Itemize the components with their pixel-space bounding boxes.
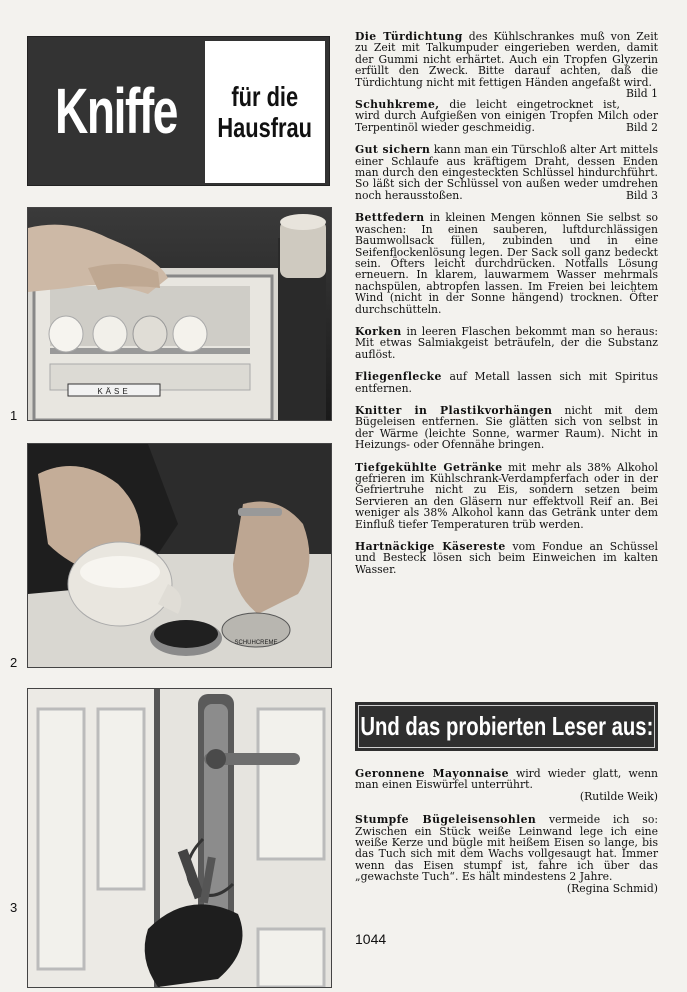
tip-author: (Rutilde Weik) (579, 789, 658, 803)
tip-heading: Gut sichern (355, 143, 431, 157)
tip-heading: Knitter in Plastikvorhängen (355, 403, 553, 417)
tip-fly-spots (355, 371, 658, 394)
tip-text: vermeide ich so: Zwischen ein Stück weiße Leinwand lege ich eine weiße Kerze und bügle mit heißem Eisen so lange, bis das Tuch sich mit dem Wachs vollgesaugt hat. Immer wenn das Eisen stumpf ist, fahre ich über das „gewachste Tuch“. Es hält mindestens 2 Jahre. (355, 813, 658, 884)
tip-author: (Regina Schmid) (566, 881, 658, 895)
tip-text: in leeren Flaschen bekommt man so heraus: Mit etwas Salmiakgeist beträufeln, der die Substanz auflöst. (355, 324, 658, 361)
title-line-2: Hausfrau (217, 112, 313, 143)
reader-tip-mayonnaise (355, 768, 658, 802)
tip-heading: Fliegenflecke (355, 370, 442, 384)
tip-text: wird wieder glatt, wenn man einen Eiswürfel unterrührt. (355, 767, 658, 792)
photo-number-1: 1 (10, 408, 18, 423)
reader-section-title: Und das probierten Leser aus: (359, 711, 654, 741)
kaese-label: KÄSE (97, 387, 131, 396)
tip-heading: Stumpfe Bügeleisensohlen (355, 813, 537, 827)
reader-tips (355, 768, 658, 905)
photo-number-2: 2 (10, 655, 18, 670)
tip-text: in kleinen Mengen können Sie selbst so waschen: In einen sauberen, luftdurchlässigen Baumwollsack füllen, zubinden und in eine Seifenflockenlösung legen. Der Sack soll ganz bedeckt sein. Öfters leicht durchdrücken. Notfalls Lösung erneuern. In klarem, lauwarmem Wasser mehrmals nachspülen, abtropfen lassen. Im Freien bei leichtem Wind (nicht in der Sonne hängend) trocknen. Öfter durchschütteln. (355, 211, 658, 316)
tip-figure-ref: Bild 1 (625, 87, 658, 101)
photo-fridge-door (27, 207, 332, 421)
tip-heading: Korken (355, 324, 402, 338)
tip-figure-ref: Bild 3 (625, 188, 658, 202)
page-number: 1044 (355, 931, 387, 947)
tip-cheese-residue (355, 541, 658, 575)
tip-heading: Die Türdichtung (355, 30, 463, 43)
tip-frozen-drinks (355, 462, 658, 530)
tip-text: des Kühlschrankes muß von Zeit zu Zeit mit Talkumpuder eingerieben werden, damit der Gummi nicht erhärtet. Auch ein Tropfen Glyzerin erfüllt den Zweck. Bitte darauf achten, daß die Türdichtung nicht mit fettigen Händen angefaßt wird. (355, 30, 658, 89)
tips-column (355, 31, 658, 586)
tip-text: auf Metall lassen sich mit Spiritus entfernen. (355, 370, 658, 395)
tip-door-lock (355, 144, 658, 201)
tip-shoe-cream (355, 99, 658, 133)
tip-heading: Bettfedern (355, 211, 425, 225)
tip-text: mit mehr als 38% Alkohol gefrieren im Kühlschrank-Verdampferfach oder in der Gefriertruhe nicht zu Eis, sondern setzen beim Servieren an den Gläsern nur effektvoll Reif an. Bei weniger als 38% Alkohol kann das Getränk unter dem Einfluß tiefer Temperaturen trüb werden. (355, 460, 659, 531)
photo-door-lock (27, 688, 332, 988)
title-block (27, 36, 330, 186)
tip-plastic-curtains (355, 405, 658, 451)
tip-heading: Schuhkreme, (355, 98, 440, 112)
tip-text: kann man ein Türschloß alter Art mittels einer Schlaufe aus kräftigem Draht, dessen Enden man durch den eingesteckten Schlüssel hindurchführt. So läßt sich der Schlüssel von außen weder umdrehen noch herausstoßen. (355, 143, 658, 202)
tip-feathers (355, 212, 658, 315)
schuhcreme-label: SCHUHCREME (234, 640, 278, 646)
tip-door-seal (355, 30, 658, 101)
title-line-1: für die (231, 81, 299, 112)
tip-corks (355, 326, 658, 360)
tip-figure-ref: Bild 2 (625, 120, 658, 134)
tip-text: die leicht eingetrocknet ist, wird durch Aufgießen von einigen Tropfen Milch oder Terpentinöl wieder geschmeidig. (355, 98, 658, 134)
title-subtitle-box (205, 41, 325, 183)
tip-text: vom Fondue an Schüssel und Besteck lösen sich beim Einweichen im kalten Wasser. (355, 540, 658, 576)
title-word: Kniffe (55, 75, 177, 147)
tip-text: nicht mit dem Bügeleisen entfernen. Sie glätten sich von selbst in der Wärme (leichte Sonne, warmer Raum). Nicht in Heizungs- oder Ofennähe bringen. (355, 403, 658, 452)
reader-tip-iron-soles (355, 814, 658, 894)
reader-section-banner (355, 702, 658, 751)
tip-heading: Tiefgekühlte Getränke (355, 460, 503, 474)
photo-shoe-polish (27, 443, 332, 668)
photo-number-3: 3 (10, 900, 18, 915)
tip-heading: Hartnäckige Käsereste (355, 540, 506, 554)
tip-heading: Geronnene Mayonnaise (355, 767, 509, 780)
